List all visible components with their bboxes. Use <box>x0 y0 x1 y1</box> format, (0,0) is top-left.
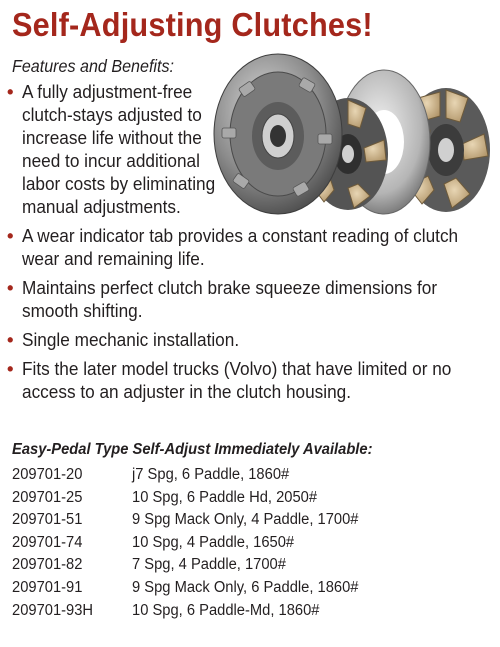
part-number: 209701-51 <box>12 511 83 529</box>
feature-text: A fully adjustment-free clutch-stays adjusted to increase life without the need to incur additional labor costs by eliminating manual adjustments. <box>22 81 216 217</box>
clutch-assembly-image <box>208 44 494 216</box>
feature-text: Fits the later model trucks (Volvo) that have limited or no access to an adjuster in the clutch housing. <box>22 358 452 402</box>
part-number: 209701-25 <box>12 488 83 506</box>
page-title: Self-Adjusting Clutches! <box>12 6 373 43</box>
feature-item <box>4 357 474 403</box>
table-row <box>12 556 492 579</box>
feature-text: Single mechanic installation. <box>22 329 240 350</box>
part-number: 209701-93H <box>12 601 94 619</box>
table-row <box>12 602 492 625</box>
parts-table-heading: Easy-Pedal Type Self-Adjust Immediately Available: <box>12 441 373 458</box>
feature-item <box>4 224 474 270</box>
part-number: 209701-20 <box>12 466 83 483</box>
table-row <box>12 489 492 512</box>
part-number: 209701-82 <box>12 556 83 574</box>
bullet-icon: • <box>7 225 14 246</box>
pressure-plate-cover <box>214 54 342 214</box>
part-description: 10 Spg, 4 Paddle, 1650# <box>132 533 295 551</box>
part-description: 7 Spg, 4 Paddle, 1700# <box>132 556 286 574</box>
table-row <box>12 534 492 557</box>
bullet-icon: • <box>7 329 14 350</box>
part-description: 9 Spg Mack Only, 6 Paddle, 1860# <box>132 578 359 596</box>
bullet-icon: • <box>7 81 14 102</box>
part-number: 209701-91 <box>12 578 83 596</box>
part-description: 10 Spg, 6 Paddle Hd, 2050# <box>132 488 318 506</box>
feature-text: A wear indicator tab provides a constant reading of clutch wear and remaining life. <box>22 225 459 269</box>
feature-item <box>4 328 474 351</box>
part-description: 9 Spg Mack Only, 4 Paddle, 1700# <box>132 511 359 529</box>
bullet-icon: • <box>7 358 14 379</box>
bullet-icon: • <box>7 277 14 298</box>
table-row <box>12 511 492 534</box>
part-description: 10 Spg, 6 Paddle-Md, 1860# <box>132 601 320 619</box>
parts-table <box>12 466 492 624</box>
features-subtitle: Features and Benefits: <box>12 56 174 76</box>
feature-text: Maintains perfect clutch brake squeeze dimensions for smooth shifting. <box>22 277 438 321</box>
part-description: j7 Spg, 6 Paddle, 1860# <box>132 466 290 483</box>
table-row <box>12 466 492 489</box>
table-row <box>12 579 492 602</box>
feature-item <box>4 276 474 322</box>
part-number: 209701-74 <box>12 533 83 551</box>
